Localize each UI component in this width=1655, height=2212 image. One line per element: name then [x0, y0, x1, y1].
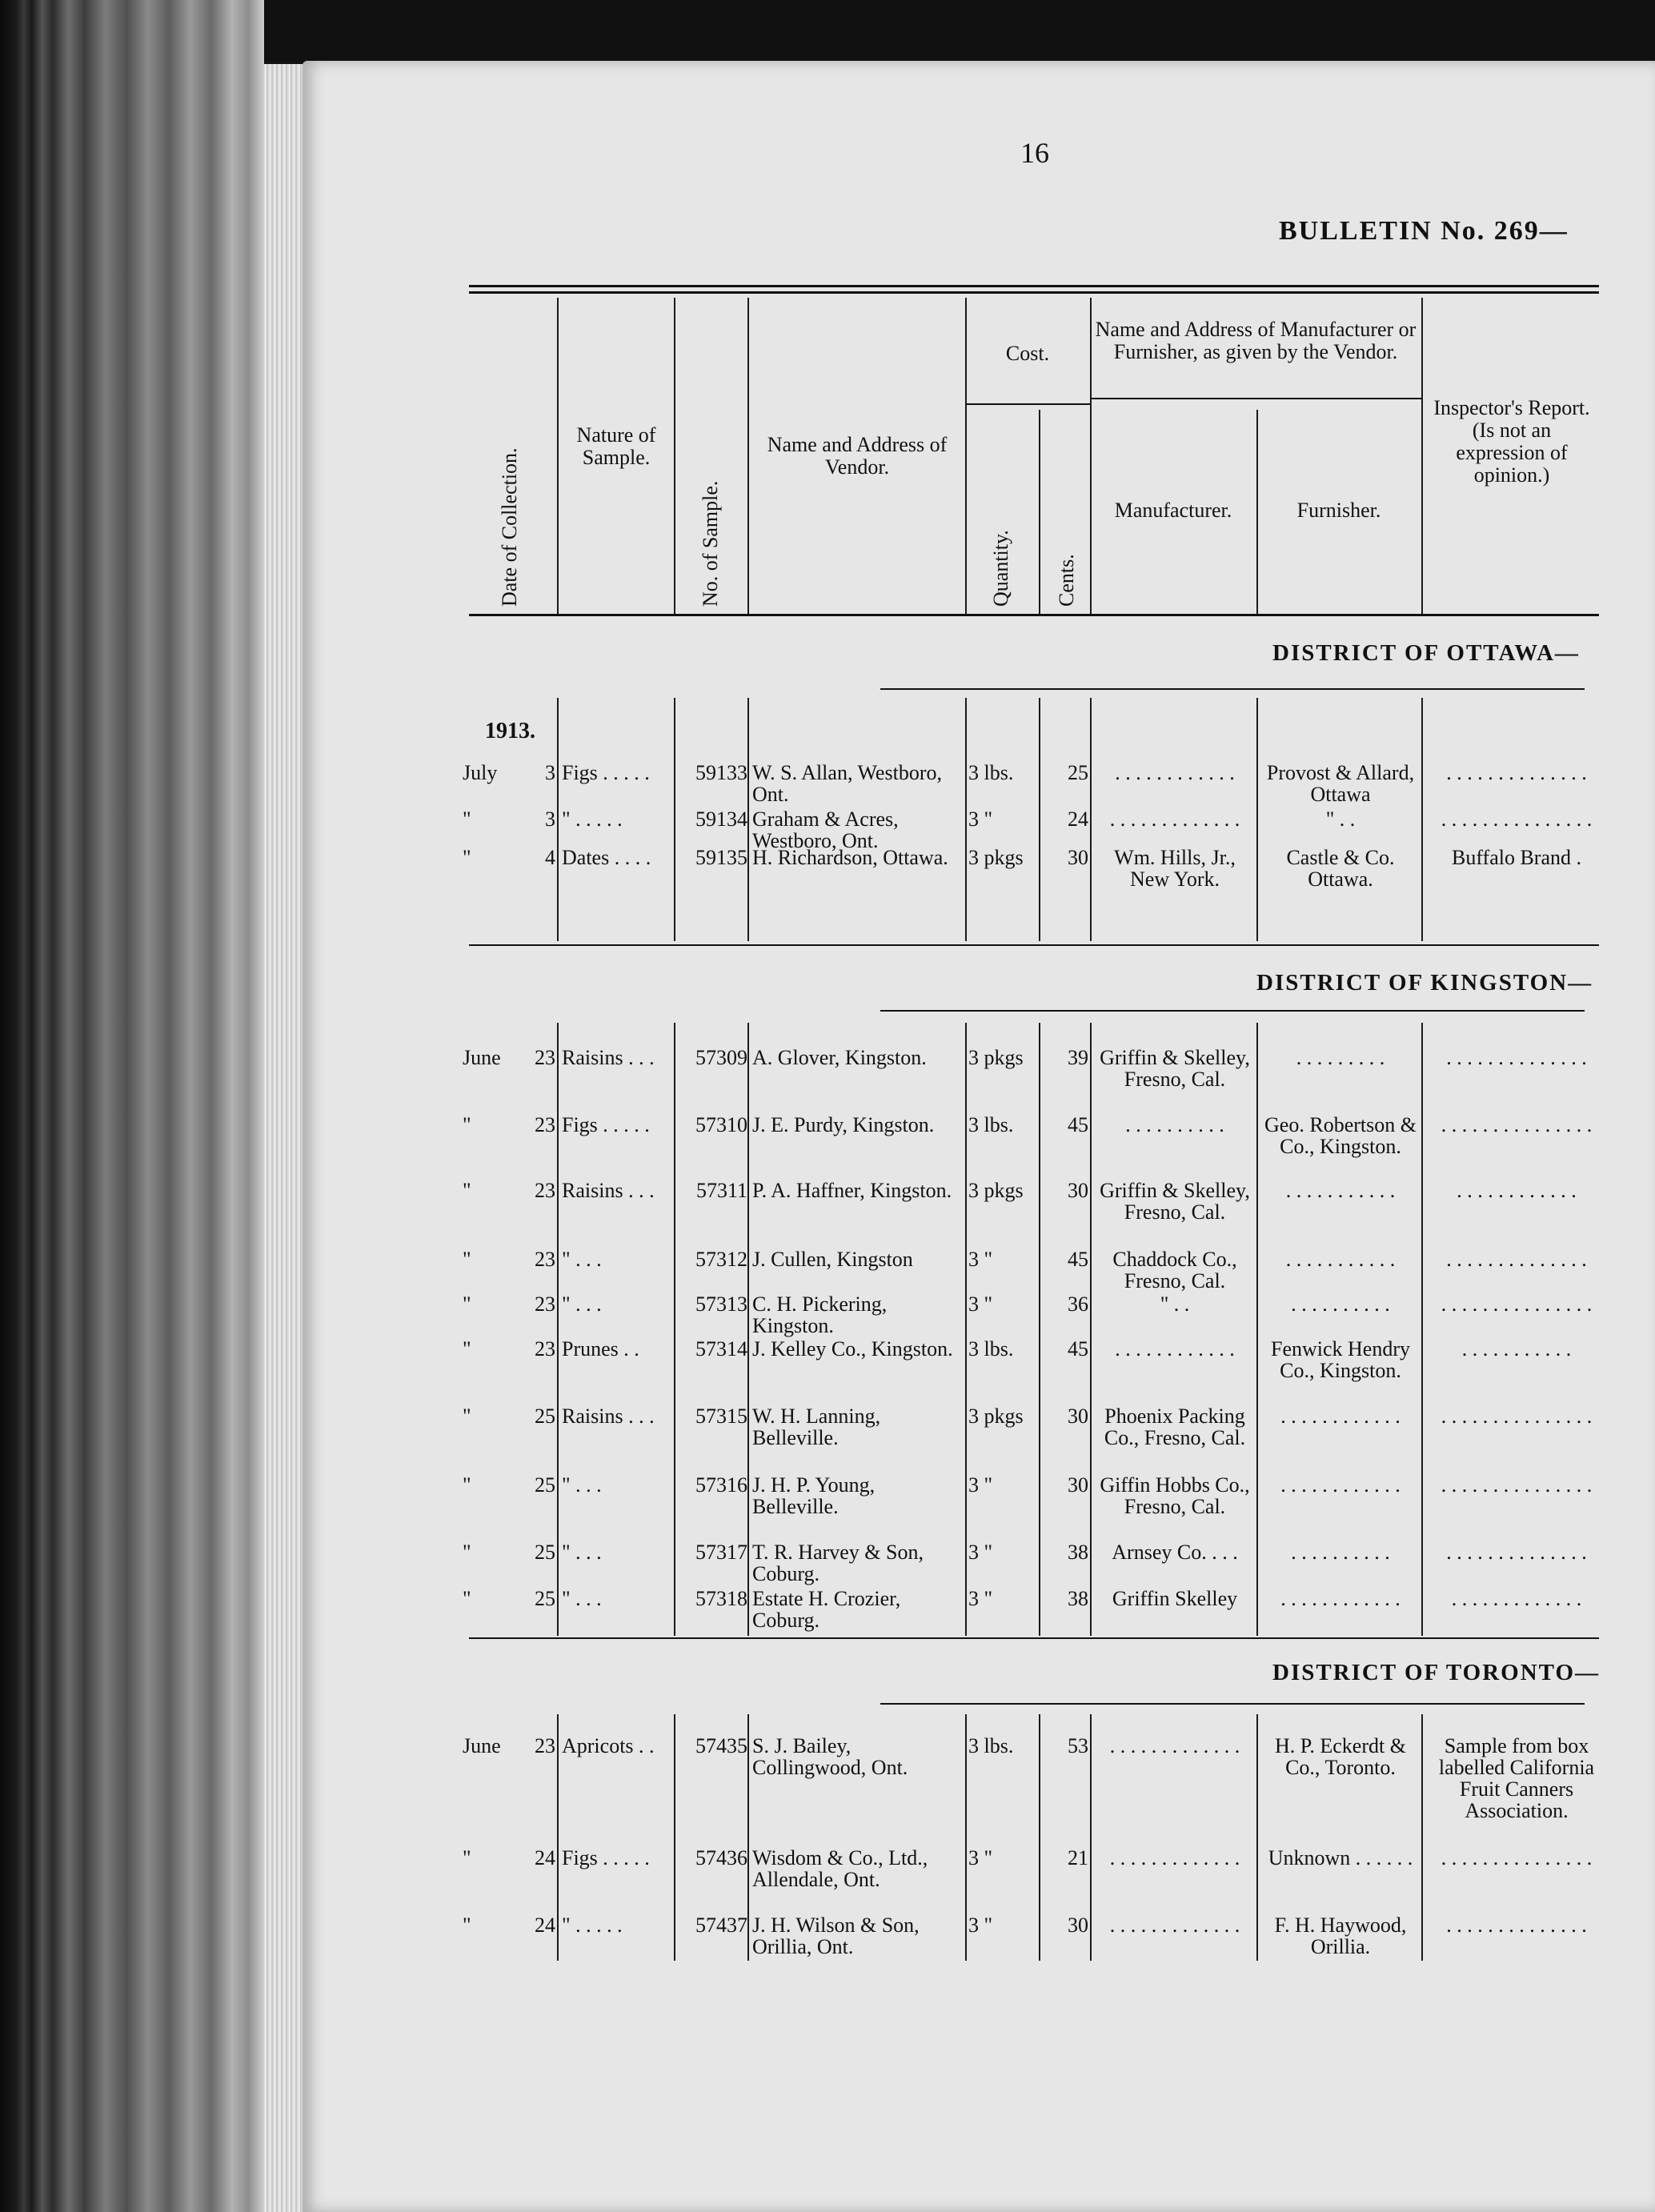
cell-nature: Figs . . . . . — [562, 761, 650, 784]
col-divider — [557, 298, 559, 614]
cell-mfr: Griffin & Skelley, Fresno, Cal. — [1100, 1179, 1250, 1224]
col-divider — [1090, 698, 1092, 941]
header-quantity: Quantity. — [989, 530, 1012, 607]
cell-no: 57309 — [695, 1046, 747, 1069]
cell-report: . . . . . . . . . . . . . . . — [1441, 1473, 1593, 1497]
district-rule — [880, 1703, 1585, 1705]
cell-nature: Raisins . . . — [562, 1179, 655, 1202]
cell-no: 57313 — [695, 1292, 747, 1316]
cell-mfr: Phoenix Packing Co., Fresno, Cal. — [1104, 1405, 1246, 1449]
cell-cents: 38 — [1068, 1587, 1088, 1610]
cell-qty: 3 lbs. — [968, 761, 1014, 784]
header-furnisher: Furnisher. — [1296, 499, 1381, 522]
cell-qty: 3 pkgs — [968, 846, 1024, 869]
cell-report: . . . . . . . . . . . . . . . — [1441, 1292, 1593, 1316]
col-divider — [1256, 1714, 1258, 1961]
cell-furn: " . . — [1325, 807, 1356, 831]
cell-mfr: . . . . . . . . . . . . . — [1109, 807, 1240, 831]
cell-day: 25 — [535, 1405, 555, 1428]
header-vendor: Name and Address of Vendor. — [767, 433, 948, 479]
cell-cents: 30 — [1068, 1405, 1088, 1428]
cell-nature: Prunes . . — [562, 1337, 639, 1360]
page-number: 16 — [1020, 137, 1049, 169]
cell-month: " — [463, 1179, 471, 1202]
cost-subrule — [965, 403, 1090, 405]
cell-mfr: . . . . . . . . . . . . — [1115, 1337, 1235, 1360]
cell-cents: 45 — [1068, 1337, 1088, 1360]
cell-vendor: C. H. Pickering, Kingston. — [752, 1292, 888, 1337]
cell-furn: . . . . . . . . . . . — [1285, 1179, 1396, 1202]
cell-day: 25 — [535, 1473, 555, 1497]
cell-month: " — [463, 1913, 471, 1937]
cell-cents: 25 — [1068, 761, 1088, 784]
header-mfr-group: Name and Address of Manufacturer or Furnisher, as given by the Vendor. — [1095, 318, 1417, 363]
header-nature: Nature of Sample. — [576, 423, 656, 469]
cell-day: 24 — [535, 1913, 555, 1937]
cell-day: 25 — [535, 1541, 555, 1564]
cell-no: 59135 — [695, 846, 747, 869]
cell-furn: Geo. Robertson & Co., Kingston. — [1264, 1113, 1417, 1158]
col-divider — [747, 1023, 749, 1636]
cell-nature: Raisins . . . — [562, 1405, 655, 1428]
cell-cents: 21 — [1068, 1846, 1088, 1869]
cell-month: " — [463, 1846, 471, 1869]
cell-vendor: J. Cullen, Kingston — [752, 1248, 913, 1271]
cell-furn: Provost & Allard, Ottawa — [1266, 761, 1415, 806]
cell-nature: Raisins . . . — [562, 1046, 655, 1069]
cell-furn: Fenwick Hendry Co., Kingston. — [1270, 1337, 1410, 1382]
col-divider — [1421, 298, 1423, 614]
col-divider — [1256, 698, 1258, 941]
cell-mfr: " . . — [1160, 1292, 1190, 1316]
cell-month: " — [463, 1473, 471, 1497]
cell-report: . . . . . . . . . . . . — [1457, 1179, 1577, 1202]
cell-report: . . . . . . . . . . . . . . . — [1441, 1846, 1593, 1869]
cell-day: 23 — [535, 1046, 555, 1069]
cell-cents: 45 — [1068, 1248, 1088, 1271]
cell-cents: 36 — [1068, 1292, 1088, 1316]
cell-vendor: Wisdom & Co., Ltd., Allendale, Ont. — [752, 1846, 928, 1891]
cell-month: " — [463, 846, 471, 869]
cell-report: . . . . . . . . . . . . . . . — [1441, 807, 1593, 831]
cell-day: 23 — [535, 1337, 555, 1360]
cell-month: " — [463, 1248, 471, 1271]
cell-vendor: W. H. Lanning, Belleville. — [752, 1405, 881, 1449]
cell-no: 57315 — [695, 1405, 747, 1428]
cell-report: . . . . . . . . . . . — [1461, 1337, 1572, 1360]
cell-vendor: S. J. Bailey, Collingwood, Ont. — [752, 1734, 908, 1779]
cell-mfr: . . . . . . . . . . . . . — [1109, 1913, 1240, 1937]
cell-day: 23 — [535, 1248, 555, 1271]
cell-day: 3 — [545, 761, 555, 784]
year-label: 1913. — [485, 719, 535, 743]
cell-report: . . . . . . . . . . . . . . — [1446, 1248, 1587, 1271]
document-page — [303, 61, 1655, 2212]
cell-no: 57314 — [695, 1337, 747, 1360]
cell-mfr: . . . . . . . . . . . . . — [1109, 1734, 1240, 1757]
cell-furn: Castle & Co. Ottawa. — [1286, 846, 1395, 891]
cell-month: June — [463, 1046, 501, 1069]
cell-furn: . . . . . . . . . . — [1291, 1292, 1390, 1316]
cell-qty: 3 pkgs — [968, 1046, 1024, 1069]
cell-no: 57310 — [695, 1113, 747, 1136]
cell-qty: 3 lbs. — [968, 1734, 1014, 1757]
col-divider — [965, 1714, 967, 1961]
cell-mfr: . . . . . . . . . . . . . — [1109, 1846, 1240, 1869]
cell-report: . . . . . . . . . . . . . . . — [1441, 1113, 1593, 1136]
cell-qty: 3 lbs. — [968, 1113, 1014, 1136]
col-divider — [1421, 1023, 1423, 1636]
cell-mfr: Wm. Hills, Jr., New York. — [1114, 846, 1236, 891]
cell-vendor: Estate H. Crozier, Coburg. — [752, 1587, 901, 1632]
cell-qty: 3 " — [968, 1541, 993, 1564]
cell-report: . . . . . . . . . . . . . . — [1446, 1913, 1587, 1937]
header-bottom-rule — [469, 614, 1599, 616]
cell-month: " — [463, 1337, 471, 1360]
cell-no: 57312 — [695, 1248, 747, 1271]
cell-cents: 30 — [1068, 1913, 1088, 1937]
col-divider — [747, 298, 749, 614]
col-divider — [965, 698, 967, 941]
cell-qty: 3 " — [968, 1292, 993, 1316]
cell-furn: F. H. Haywood, Orillia. — [1274, 1913, 1407, 1958]
cell-month: " — [463, 807, 471, 831]
cell-no: 57318 — [695, 1587, 747, 1610]
book-spine — [0, 0, 264, 2212]
cell-furn: . . . . . . . . . . . . — [1280, 1473, 1401, 1497]
cell-nature: " . . . — [562, 1473, 602, 1497]
cell-day: 4 — [545, 846, 555, 869]
cell-report: Buffalo Brand . — [1452, 846, 1581, 869]
cell-day: 25 — [535, 1587, 555, 1610]
cell-no: 57437 — [695, 1913, 747, 1937]
cell-mfr: Griffin Skelley — [1112, 1587, 1238, 1610]
cell-day: 24 — [535, 1846, 555, 1869]
cell-qty: 3 pkgs — [968, 1405, 1024, 1428]
district-title: DISTRICT OF KINGSTON— — [1256, 970, 1593, 996]
cell-day: 23 — [535, 1292, 555, 1316]
cell-vendor: W. S. Allan, Westboro, Ont. — [752, 761, 942, 806]
cell-month: " — [463, 1292, 471, 1316]
cell-cents: 30 — [1068, 1179, 1088, 1202]
cell-no: 57317 — [695, 1541, 747, 1564]
cell-qty: 3 " — [968, 1846, 993, 1869]
cell-vendor: J. Kelley Co., Kingston. — [752, 1337, 953, 1360]
cell-cents: 53 — [1068, 1734, 1088, 1757]
cell-cents: 30 — [1068, 846, 1088, 869]
cell-day: 3 — [545, 807, 555, 831]
cell-cents: 45 — [1068, 1113, 1088, 1136]
cell-month: " — [463, 1405, 471, 1428]
cell-qty: 3 " — [968, 1473, 993, 1497]
cell-qty: 3 " — [968, 1587, 993, 1610]
col-divider — [557, 698, 559, 941]
cell-report: . . . . . . . . . . . . . — [1451, 1587, 1582, 1610]
cell-mfr: . . . . . . . . . . — [1125, 1113, 1224, 1136]
cell-cents: 30 — [1068, 1473, 1088, 1497]
page-edges — [264, 64, 304, 2212]
cell-mfr: Griffin & Skelley, Fresno, Cal. — [1100, 1046, 1250, 1091]
district-title: DISTRICT OF TORONTO— — [1272, 1660, 1601, 1685]
col-divider — [674, 298, 675, 614]
cell-no: 57311 — [695, 1179, 747, 1202]
cell-vendor: T. R. Harvey & Son, Coburg. — [752, 1541, 924, 1585]
header-manufacturer: Manufacturer. — [1114, 499, 1232, 522]
district-title: DISTRICT OF OTTAWA— — [1272, 640, 1580, 666]
header-cost: Cost. — [1005, 342, 1050, 365]
cell-nature: Dates . . . . — [562, 846, 651, 869]
block-bottom-rule — [469, 1637, 1599, 1639]
col-divider — [1090, 1714, 1092, 1961]
header-cents: Cents. — [1055, 554, 1078, 607]
cell-vendor: J. E. Purdy, Kingston. — [752, 1113, 935, 1136]
cell-nature: " . . . — [562, 1248, 602, 1271]
col-divider — [965, 1023, 967, 1636]
top-rule-2 — [469, 291, 1599, 294]
district-rule — [880, 1010, 1585, 1012]
cell-report: . . . . . . . . . . . . . . — [1446, 761, 1587, 784]
col-divider — [1421, 1714, 1423, 1961]
cell-nature: Apricots . . — [562, 1734, 655, 1757]
cell-cents: 39 — [1068, 1046, 1088, 1069]
col-divider — [1421, 698, 1423, 941]
cell-no: 57436 — [695, 1846, 747, 1869]
cell-nature: " . . . . . — [562, 1913, 623, 1937]
cell-no: 59133 — [695, 761, 747, 784]
cell-day: 23 — [535, 1113, 555, 1136]
cell-nature: " . . . . . — [562, 807, 623, 831]
cell-month: " — [463, 1587, 471, 1610]
cell-furn: . . . . . . . . . . — [1291, 1541, 1390, 1564]
col-divider — [1256, 1023, 1258, 1636]
col-divider — [747, 1714, 749, 1961]
running-head: BULLETIN No. 269— — [1279, 216, 1569, 246]
cell-report: . . . . . . . . . . . . . . — [1446, 1541, 1587, 1564]
cell-furn: . . . . . . . . . . . — [1285, 1248, 1396, 1271]
cell-month: " — [463, 1541, 471, 1564]
col-divider — [557, 1714, 559, 1961]
cell-qty: 3 " — [968, 1248, 993, 1271]
cell-month: July — [463, 761, 498, 784]
header-date: Date of Collection. — [498, 447, 521, 607]
cell-mfr: Giffin Hobbs Co., Fresno, Cal. — [1100, 1473, 1250, 1518]
cell-nature: " . . . — [562, 1587, 602, 1610]
cell-no: 59134 — [695, 807, 747, 831]
cell-cents: 38 — [1068, 1541, 1088, 1564]
cell-nature: Figs . . . . . — [562, 1846, 650, 1869]
cell-nature: " . . . — [562, 1541, 602, 1564]
cell-qty: 3 " — [968, 1913, 993, 1937]
cell-furn: Unknown . . . . . . — [1268, 1846, 1413, 1869]
cell-qty: 3 lbs. — [968, 1337, 1014, 1360]
cell-vendor: J. H. P. Young, Belleville. — [752, 1473, 876, 1518]
header-no: No. of Sample. — [699, 480, 722, 607]
cell-furn: . . . . . . . . . — [1296, 1046, 1385, 1069]
top-rule — [469, 285, 1599, 287]
mfr-subrule — [1090, 398, 1421, 399]
cell-nature: " . . . — [562, 1292, 602, 1316]
cell-day: 23 — [535, 1734, 555, 1757]
cell-vendor: J. H. Wilson & Son, Orillia, Ont. — [752, 1913, 920, 1958]
col-divider — [557, 1023, 559, 1636]
col-divider — [1090, 1023, 1092, 1636]
cell-report: . . . . . . . . . . . . . . — [1446, 1046, 1587, 1069]
col-divider — [1090, 298, 1092, 614]
cell-month: " — [463, 1113, 471, 1136]
cell-vendor: H. Richardson, Ottawa. — [752, 846, 948, 869]
cell-furn: . . . . . . . . . . . . — [1280, 1587, 1401, 1610]
cell-vendor: P. A. Haffner, Kingston. — [752, 1179, 952, 1202]
cell-furn: . . . . . . . . . . . . — [1280, 1405, 1401, 1428]
cell-report: . . . . . . . . . . . . . . . — [1441, 1405, 1593, 1428]
cell-cents: 24 — [1068, 807, 1088, 831]
cell-no: 57435 — [695, 1734, 747, 1757]
col-divider — [747, 698, 749, 941]
cell-qty: 3 " — [968, 807, 993, 831]
cell-vendor: Graham & Acres, Westboro, Ont. — [752, 807, 899, 852]
cell-no: 57316 — [695, 1473, 747, 1497]
cell-report: Sample from box labelled California Fruit Canners Association. — [1438, 1734, 1595, 1822]
district-rule — [880, 688, 1585, 690]
cell-vendor: A. Glover, Kingston. — [752, 1046, 927, 1069]
cell-mfr: . . . . . . . . . . . . — [1115, 761, 1235, 784]
cell-month: June — [463, 1734, 501, 1757]
cell-qty: 3 pkgs — [968, 1179, 1024, 1202]
cell-mfr: Chaddock Co., Fresno, Cal. — [1112, 1248, 1237, 1292]
cell-furn: H. P. Eckerdt & Co., Toronto. — [1275, 1734, 1406, 1779]
cell-nature: Figs . . . . . — [562, 1113, 650, 1136]
cell-day: 23 — [535, 1179, 555, 1202]
header-report: Inspector's Report. (Is not an expression of opinion.) — [1433, 396, 1590, 487]
block-bottom-rule — [469, 944, 1599, 946]
cell-mfr: Arnsey Co. . . . — [1112, 1541, 1238, 1564]
col-divider — [1039, 410, 1040, 614]
